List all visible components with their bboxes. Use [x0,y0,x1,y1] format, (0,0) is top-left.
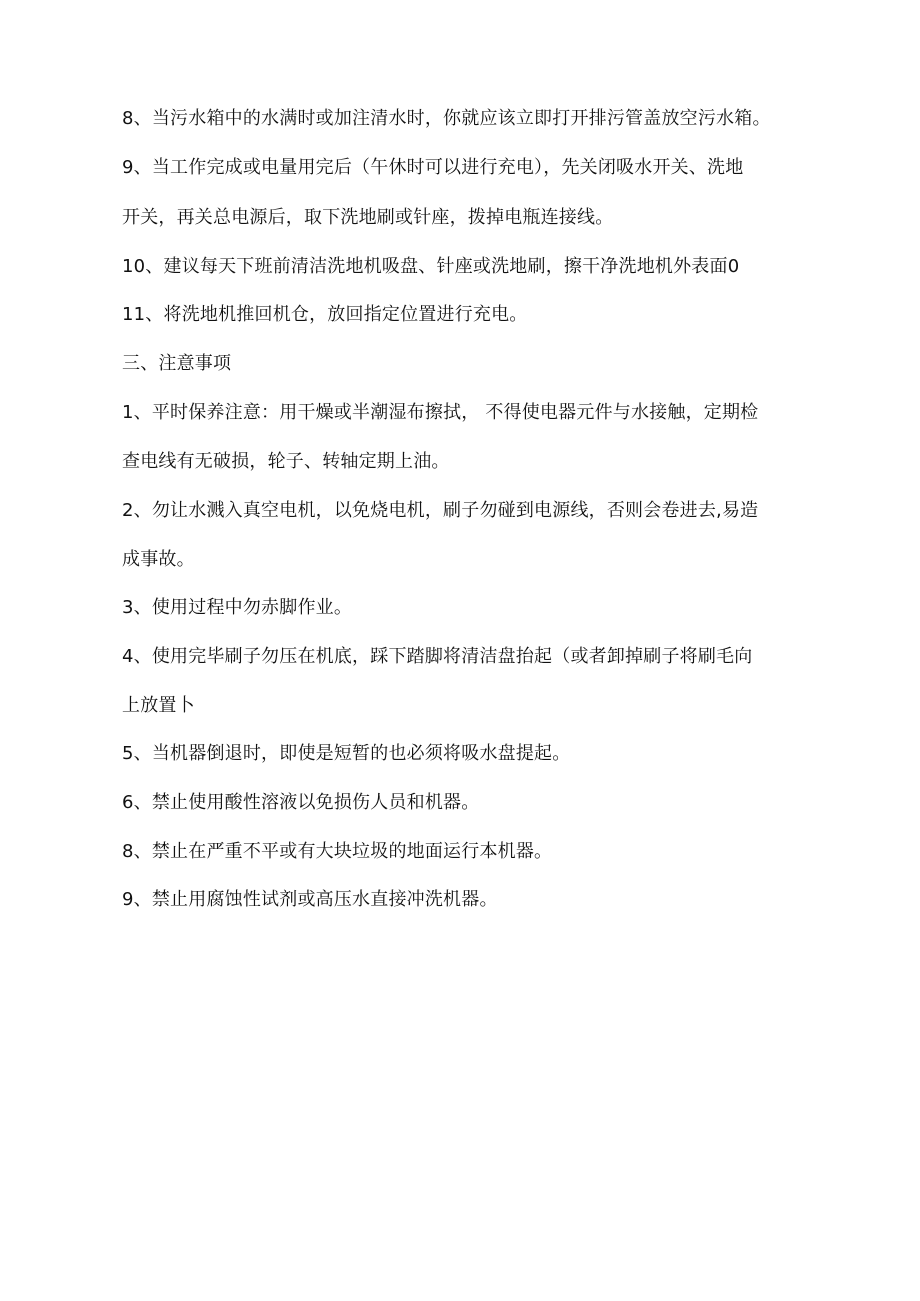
section-heading: 三、注意事项 [122,353,232,374]
text-line: 成事故。 [122,549,195,570]
text-line: 查电线有无破损，轮子、转轴定期上油。 [122,451,450,472]
text-line: 上放置卜 [122,695,195,716]
text-line: 9、禁止用腐蚀性试剂或高压水直接冲洗机器。 [122,889,498,910]
text-line: 2、勿让水溅入真空电机，以免烧电机，刷子勿碰到电源线，否则会卷进去,易造 [122,500,759,521]
text-line: 4、使用完毕刷子勿压在机底，踩下踏脚将清洁盘抬起（或者卸掉刷子将刷毛向 [122,646,753,667]
text-line: 6、禁止使用酸性溶液以免损伤人员和机器。 [122,792,480,813]
text-line: 8、当污水箱中的水满时或加注清水时，你就应该立即打开排污管盖放空污水箱。 [122,108,771,129]
text-line: 3、使用过程中勿赤脚作业。 [122,597,353,618]
text-line: 1、平时保养注意：用干燥或半潮湿布擦拭， 不得使电器元件与水接触，定期检 [122,402,759,423]
text-line: 9、当工作完成或电量用完后（午休时可以进行充电），先关闭吸水开关、洗地 [122,157,744,178]
text-line: 11、将洗地机推回机仓，放回指定位置进行充电。 [122,304,528,325]
text-line: 开关，再关总电源后，取下洗地刷或针座，拨掉电瓶连接线。 [122,207,614,228]
text-line: 10、建议每天下班前清洁洗地机吸盘、针座或洗地刷，擦干净洗地机外表面0 [122,256,740,277]
text-line: 8、禁止在严重不平或有大块垃圾的地面运行本机器。 [122,841,553,862]
text-line: 5、当机器倒退时，即使是短暂的也必须将吸水盘提起。 [122,743,571,764]
